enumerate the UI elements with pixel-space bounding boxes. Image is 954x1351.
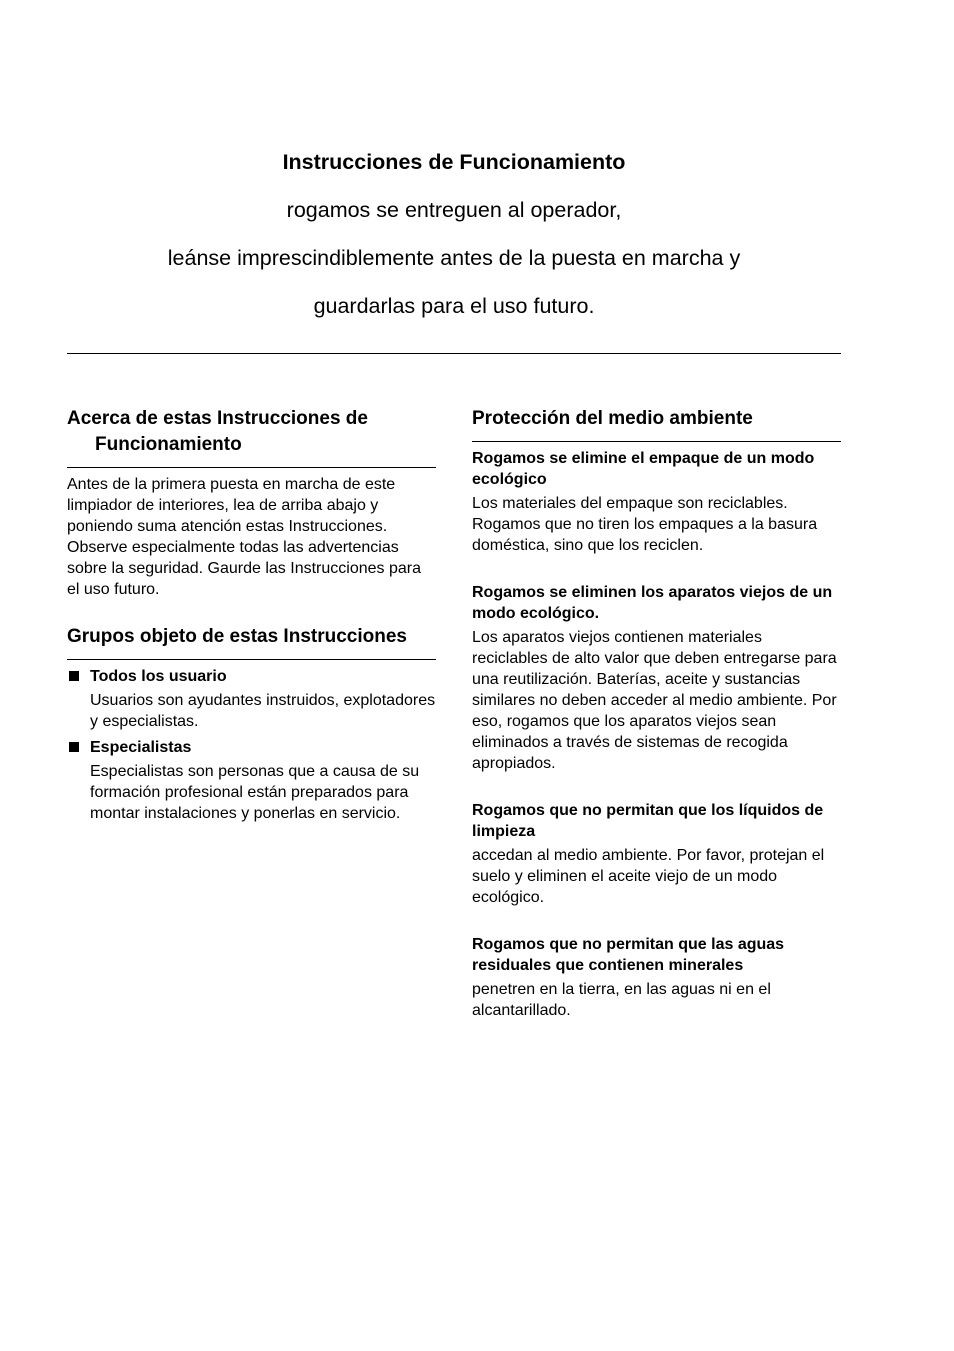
about-heading: Acerca de estas Instrucciones de Funcionamiento [67, 406, 436, 468]
square-bullet-icon [69, 742, 79, 752]
title-line-operator: rogamos se entreguen al operador, [286, 198, 622, 222]
environment-heading: Protección del medio ambiente [472, 406, 841, 442]
list-item-text: Usuarios son ayudantes instruidos, explotadores y especialistas. [90, 692, 436, 730]
header-divider [67, 353, 841, 354]
block-text: penetren en la tierra, en las aguas ni en el alcantarillado. [472, 981, 771, 1019]
about-body: Antes de la primera puesta en marcha de este limpiador de interiores, lea de arriba abajo y poniendo suma atención estas Instrucciones. Observe especialmente todas las advertencias sobre la seguridad. Gaurde las Instrucciones para el uso futuro. [67, 476, 421, 598]
document-title: Instrucciones de Funcionamiento [282, 150, 626, 174]
block-text: accedan al medio ambiente. Por favor, protejan el suelo y eliminen el aceite viejo de un modo ecológico. [472, 847, 825, 906]
title-line-read-before: leánse imprescindiblemente antes de la puesta en marcha y [167, 246, 741, 270]
packaging-block [472, 448, 841, 556]
block-title: Rogamos se eliminen los aparatos viejos de un modo ecológico. [472, 584, 833, 622]
block-title: Rogamos que no permitan que las aguas residuales que contienen minerales [472, 936, 785, 974]
environment-section [472, 406, 841, 1021]
target-groups-heading: Grupos objeto de estas Instrucciones [67, 624, 436, 660]
block-text: Los aparatos viejos contienen materiales reciclables de alto valor que deben entregarse para una reutilización. Baterías, aceite y sustancias similares no deben acceder al medio ambiente. Por eso, rogamos que los aparatos viejos sean eliminados a través de sistemas de recogida apropiados. [472, 629, 837, 772]
list-item-text: Especialistas son personas que a causa de su formación profesional están preparados para montar instalaciones y ponerlas en servicio. [90, 763, 420, 822]
waste-water-block [472, 934, 841, 1021]
list-item-title: Todos los usuario [90, 668, 227, 685]
block-text: Los materiales del empaque son reciclables. Rogamos que no tiren los empaques a la basura doméstica, sino que los reciclen. [472, 495, 818, 554]
list-item-specialists [67, 737, 436, 824]
about-section [67, 406, 436, 600]
list-item-title: Especialistas [90, 739, 192, 756]
right-column [472, 406, 841, 1021]
square-bullet-icon [69, 671, 79, 681]
old-devices-block [472, 582, 841, 774]
target-groups-section [67, 624, 436, 824]
left-column [67, 406, 436, 829]
cleaning-liquids-block [472, 800, 841, 908]
block-title: Rogamos se elimine el empaque de un modo ecológico [472, 450, 815, 488]
block-title: Rogamos que no permitan que los líquidos de limpieza [472, 802, 824, 840]
title-line-keep: guardarlas para el uso futuro. [313, 294, 595, 318]
target-groups-list [67, 666, 436, 824]
list-item-users [67, 666, 436, 732]
